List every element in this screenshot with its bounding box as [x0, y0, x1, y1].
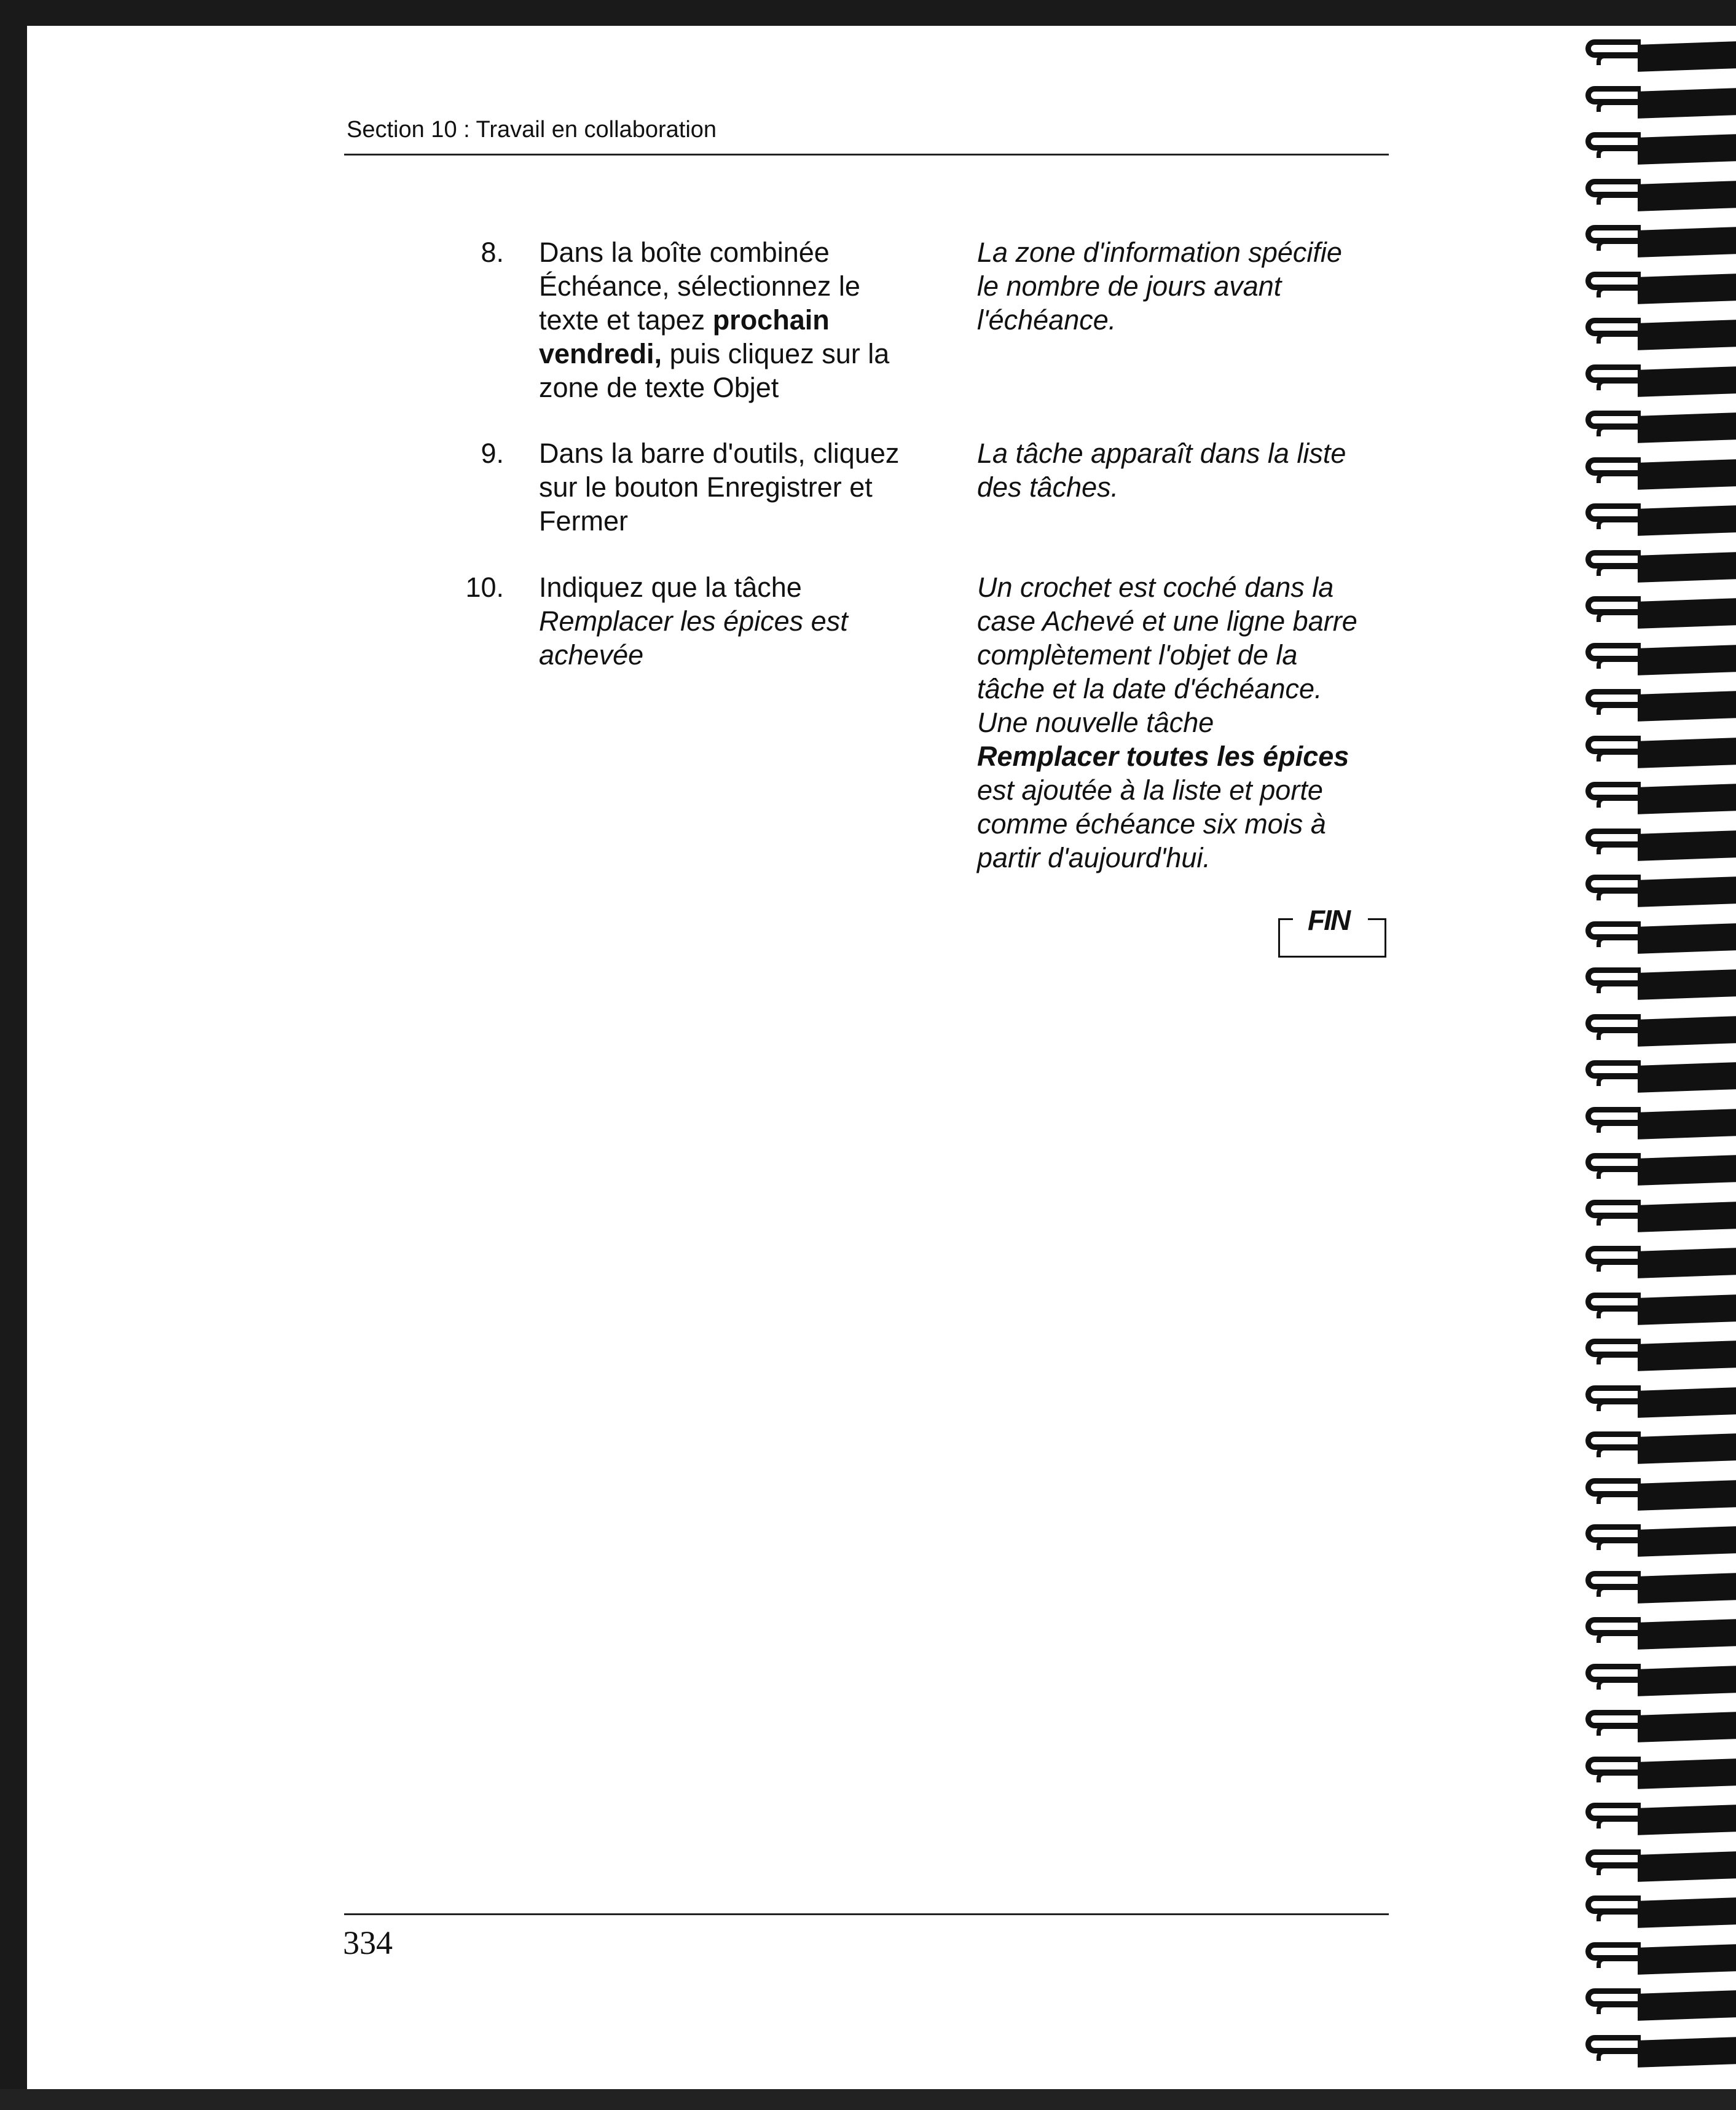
step-number: 9. [481, 438, 504, 469]
result-line: est ajoutée à la liste et porte [977, 774, 1323, 806]
binding-loop [1579, 1893, 1736, 1930]
binding-loop [1579, 1707, 1736, 1744]
instruction-line: Indiquez que la tâche [539, 572, 802, 603]
result-line: partir d'aujourd'hui. [977, 842, 1211, 873]
instruction-line: vendredi, puis cliquez sur la [539, 338, 890, 369]
scan-left-border [0, 0, 27, 2110]
result-line: Un crochet est coché dans la [977, 572, 1334, 603]
step-result [977, 436, 1395, 504]
result-line: complètement l'objet de la [977, 639, 1298, 671]
result-line: La zone d'information spécifie [977, 237, 1342, 268]
result-line: La tâche apparaît dans la liste [977, 438, 1346, 469]
binding-loop [1579, 501, 1736, 538]
binding-loop [1579, 1661, 1736, 1698]
end-marker-tick [1278, 918, 1293, 920]
binding-loop [1579, 1569, 1736, 1605]
binding-loop [1579, 1104, 1736, 1141]
binding-loop [1579, 1986, 1736, 2023]
binding-loop [1579, 1058, 1736, 1095]
result-line: des tâches. [977, 471, 1119, 503]
binding-loop [1579, 37, 1736, 74]
result-line: Remplacer toutes les épices [977, 741, 1349, 772]
binding-loop [1579, 594, 1736, 631]
result-line: comme échéance six mois à [977, 808, 1326, 840]
step-instruction [539, 436, 932, 538]
binding-loop [1579, 315, 1736, 352]
binding-loop [1579, 176, 1736, 213]
step-result [977, 570, 1395, 875]
binding-loop [1579, 965, 1736, 1002]
binding-loop [1579, 1940, 1736, 1977]
binding-loop [1579, 1800, 1736, 1837]
page-corner [27, 26, 64, 50]
binding-loop [1579, 779, 1736, 816]
binding-loop [1579, 687, 1736, 723]
binding-loop [1579, 1290, 1736, 1327]
binding-loop [1579, 1336, 1736, 1373]
instruction-line: texte et tapez prochain [539, 304, 830, 336]
binding-loop [1579, 1012, 1736, 1049]
binding-loop [1579, 2033, 1736, 2069]
binding-loop [1579, 1151, 1736, 1187]
result-line: Une nouvelle tâche [977, 707, 1214, 738]
spiral-binding [1579, 37, 1736, 2084]
binding-loop [1579, 1383, 1736, 1420]
binding-loop [1579, 919, 1736, 956]
instruction-line: Dans la barre d'outils, cliquez [539, 438, 900, 469]
end-marker-tick [1368, 918, 1386, 920]
binding-loop [1579, 1197, 1736, 1234]
binding-loop [1579, 1847, 1736, 1884]
binding-loop [1579, 733, 1736, 770]
binding-loop [1579, 548, 1736, 585]
page-number: 334 [343, 1924, 393, 1961]
binding-loop [1579, 1476, 1736, 1513]
binding-loop [1579, 640, 1736, 677]
binding-loop [1579, 455, 1736, 492]
step-number: 10. [465, 572, 504, 603]
binding-loop [1579, 130, 1736, 167]
scan-top-border [0, 0, 1736, 26]
binding-loop [1579, 222, 1736, 259]
binding-loop [1579, 1522, 1736, 1559]
scan-bottom-border [0, 2089, 1736, 2110]
binding-loop [1579, 408, 1736, 445]
binding-loop [1579, 1754, 1736, 1791]
result-line: le nombre de jours avant [977, 270, 1282, 302]
binding-loop [1579, 269, 1736, 306]
instruction-line: zone de texte Objet [539, 372, 779, 403]
instruction-line: sur le bouton Enregistrer et [539, 471, 873, 503]
instruction-line: Remplacer les épices est [539, 605, 848, 637]
instruction-line: Dans la boîte combinée [539, 237, 830, 268]
binding-loop [1579, 1243, 1736, 1280]
result-line: tâche et la date d'échéance. [977, 673, 1322, 704]
instruction-line: Fermer [539, 505, 628, 537]
instruction-line: achevée [539, 639, 644, 671]
binding-loop [1579, 362, 1736, 399]
footer-rule [344, 1913, 1389, 1915]
end-marker-label: FIN [1308, 904, 1350, 936]
binding-loop [1579, 1615, 1736, 1651]
step-result [977, 235, 1395, 337]
instruction-line: Échéance, sélectionnez le [539, 270, 860, 302]
end-marker [1278, 903, 1389, 965]
header-rule [344, 154, 1389, 155]
step-instruction [539, 570, 932, 672]
binding-loop [1579, 826, 1736, 863]
binding-loop [1579, 1429, 1736, 1466]
step-instruction [539, 235, 932, 404]
step-number: 8. [481, 237, 504, 268]
section-header: Section 10 : Travail en collaboration [347, 117, 717, 143]
result-line: case Achevé et une ligne barre [977, 605, 1357, 637]
result-line: l'échéance. [977, 304, 1117, 336]
binding-loop [1579, 84, 1736, 120]
binding-loop [1579, 872, 1736, 909]
